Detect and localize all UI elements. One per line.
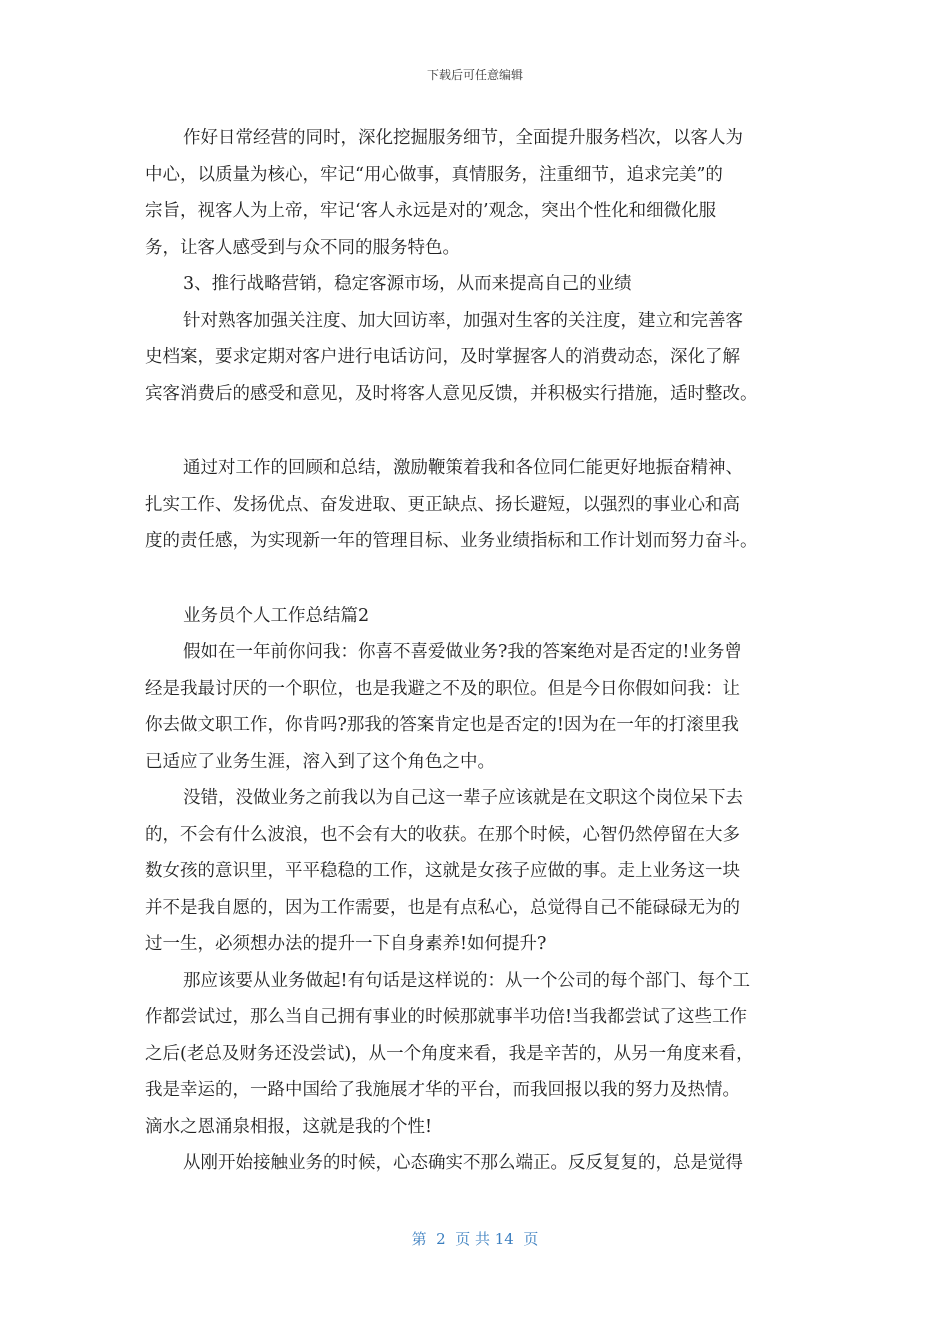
text-line: 扎实工作、发扬优点、奋发进取、更正缺点、扬长避短，以强烈的事业心和高 (145, 494, 740, 515)
text-line: 滴水之恩涌泉相报，这就是我的个性! (145, 1116, 433, 1137)
section-title: 业务员个人工作总结篇2 (183, 605, 370, 626)
paragraph-gap (145, 560, 809, 598)
text-line: 我是幸运的，一路中国给了我施展才华的平台，而我回报以我的努力及热情。 (145, 1080, 740, 1100)
text-line: 度的责任感，为实现新一年的管理目标、业务业绩指标和工作计划而努力奋斗。 (145, 531, 758, 551)
text-line: 务，让客人感受到与众不同的服务特色。 (145, 237, 460, 258)
text-line: 你去做文职工作，你肯吗?那我的答案肯定也是否定的!因为在一年的打滚里我 (145, 715, 739, 735)
text-line: 经是我最讨厌的一个职位，也是我避之不及的职位。但是今日你假如问我：让 (145, 678, 740, 699)
text-line: 中心，以质量为核心，牢记“用心做事，真情服务，注重细节，追求完美”的 (145, 164, 723, 185)
text-line: 从刚开始接触业务的时候，心态确实不那么端正。反反复复的，总是觉得 (183, 1153, 743, 1173)
page-number: 第 2 页 共 14 页 (411, 1230, 539, 1248)
text-line: 并不是我自愿的，因为工作需要，也是有点私心，总觉得自己不能碌碌无为的 (145, 897, 740, 918)
paragraph-gap (145, 412, 809, 450)
page-header: 下载后可任意编辑 (426, 68, 523, 82)
text-line: 假如在一年前你问我：你喜不喜爱做业务?我的答案绝对是否定的!业务曾 (183, 642, 742, 662)
text-line: 作好日常经营的同时，深化挖掘服务细节，全面提升服务档次，以客人为 (183, 128, 743, 148)
text-line: 宾客消费后的感受和意见，及时将客人意见反馈，并积极实行措施，适时整改。 (145, 383, 758, 404)
text-line: 那应该要从业务做起!有句话是这样说的：从一个公司的每个部门、每个工 (183, 970, 751, 991)
text-line: 数女孩的意识里，平平稳稳的工作，这就是女孩子应做的事。走上业务这一块 (145, 861, 740, 881)
text-line: 通过对工作的回顾和总结，激励鞭策着我和各位同仁能更好地振奋精神、 (183, 458, 743, 478)
text-line: 宗旨，视客人为上帝，牢记‘客人永远是对的’观念，突出个性化和细微化服 (145, 201, 717, 221)
text-line: 的，不会有什么波浪，也不会有大的收获。在那个时候，心智仍然停留在大多 (145, 824, 740, 845)
section-heading: 3、推行战略营销，稳定客源市场，从而来提高自己的业绩 (183, 274, 632, 294)
text-line: 没错，没做业务之前我以为自己这一辈子应该就是在文职这个岗位呆下去 (183, 788, 743, 808)
text-line: 针对熟客加强关注度、加大回访率，加强对生客的关注度，建立和完善客 (183, 310, 743, 331)
text-line: 作都尝试过，那么当自己拥有事业的时候那就事半功倍!当我都尝试了这些工作 (145, 1007, 748, 1027)
text-line: 已适应了业务生涯，溶入到了这个角色之中。 (145, 751, 495, 772)
text-line: 之后(老总及财务还没尝试)，从一个角度来看，我是辛苦的，从另一角度来看， (145, 1043, 754, 1064)
text-line: 过一生，必须想办法的提升一下自身素养!如何提升? (145, 934, 547, 954)
text-line: 史档案，要求定期对客户进行电话访问，及时掌握客人的消费动态，深化了解 (145, 347, 740, 367)
document-body (145, 120, 809, 1182)
